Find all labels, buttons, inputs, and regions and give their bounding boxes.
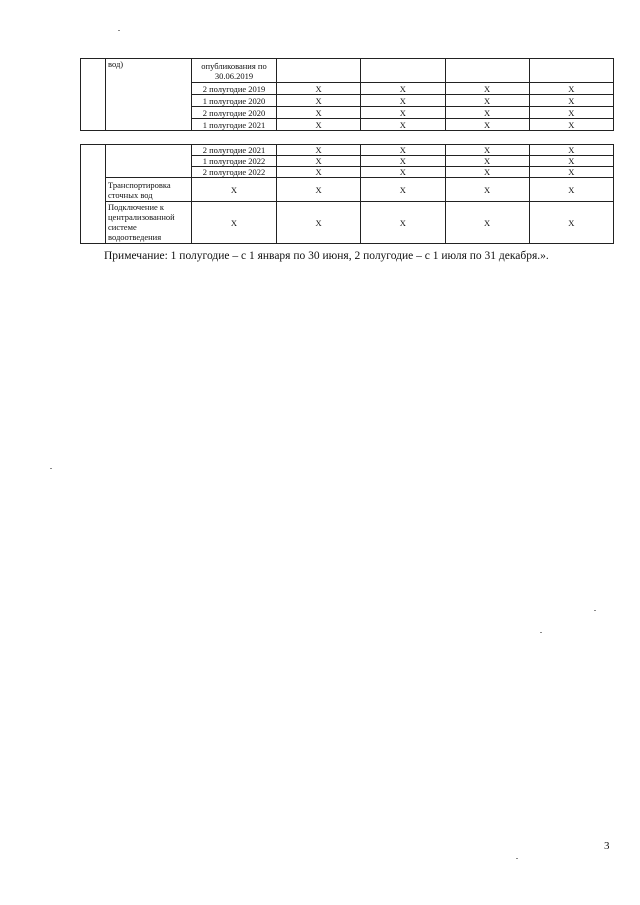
value-cell: X [445, 107, 529, 119]
value-cell: X [445, 167, 529, 178]
value-cell: X [529, 83, 613, 95]
value-cell: X [529, 119, 613, 131]
period-cell: 2 полугодие 2019 [192, 83, 277, 95]
period-cell: опубликования по 30.06.2019 [192, 59, 277, 83]
number-cell [81, 59, 106, 131]
value-cell: X [361, 145, 445, 156]
value-cell: X [277, 107, 361, 119]
value-cell: X [361, 156, 445, 167]
value-cell: X [445, 83, 529, 95]
value-cell: X [445, 156, 529, 167]
scan-speck [118, 30, 120, 31]
table-row [81, 59, 614, 83]
service-cell: вод) [106, 59, 192, 131]
value-cell: X [277, 119, 361, 131]
value-cell: Х [361, 202, 445, 244]
value-cell [529, 59, 613, 83]
scan-speck [594, 610, 596, 611]
value-cell: Х [529, 178, 613, 202]
value-cell: Х [277, 178, 361, 202]
service-name-cell: Транспортировка сточных вод [106, 178, 192, 202]
value-cell: X [361, 83, 445, 95]
period-cell: 1 полугодие 2022 [192, 156, 277, 167]
table-row [81, 178, 614, 202]
service-cell [106, 145, 192, 178]
period-cell: 2 полугодие 2020 [192, 107, 277, 119]
value-cell: X [277, 95, 361, 107]
period-cell: 2 полугодие 2021 [192, 145, 277, 156]
value-cell: X [361, 119, 445, 131]
number-cell [81, 145, 106, 244]
value-cell: X [361, 167, 445, 178]
value-cell [445, 59, 529, 83]
service-name-cell: Подключение к централизованной системе водоотведения [106, 202, 192, 244]
value-cell [277, 59, 361, 83]
value-cell: X [445, 145, 529, 156]
scan-speck [516, 858, 518, 859]
value-cell: X [445, 119, 529, 131]
value-cell: Х [277, 202, 361, 244]
value-cell: Х [192, 178, 277, 202]
note-text: Примечание: 1 полугодие – с 1 января по 30 июня, 2 полугодие – с 1 июля по 31 декабря.». [104, 250, 549, 262]
value-cell: X [361, 107, 445, 119]
value-cell: X [529, 167, 613, 178]
value-cell: Х [445, 178, 529, 202]
value-cell: Х [192, 202, 277, 244]
value-cell: X [361, 95, 445, 107]
value-cell: X [277, 83, 361, 95]
value-cell: Х [361, 178, 445, 202]
period-cell: 1 полугодие 2020 [192, 95, 277, 107]
table-row [81, 145, 614, 156]
value-cell: X [529, 107, 613, 119]
period-cell: 1 полугодие 2021 [192, 119, 277, 131]
value-cell: X [277, 156, 361, 167]
value-cell: Х [529, 202, 613, 244]
value-cell: Х [445, 202, 529, 244]
tariff-table-part-1 [80, 58, 614, 131]
table-row [81, 202, 614, 244]
scan-speck [540, 632, 542, 633]
value-cell: X [445, 95, 529, 107]
value-cell: X [529, 95, 613, 107]
value-cell: X [529, 156, 613, 167]
value-cell: X [529, 145, 613, 156]
page-number: 3 [604, 840, 610, 852]
period-cell: 2 полугодие 2022 [192, 167, 277, 178]
value-cell [361, 59, 445, 83]
value-cell: X [277, 167, 361, 178]
scan-speck [50, 468, 52, 469]
tariff-table-part-2 [80, 144, 614, 244]
value-cell: X [277, 145, 361, 156]
